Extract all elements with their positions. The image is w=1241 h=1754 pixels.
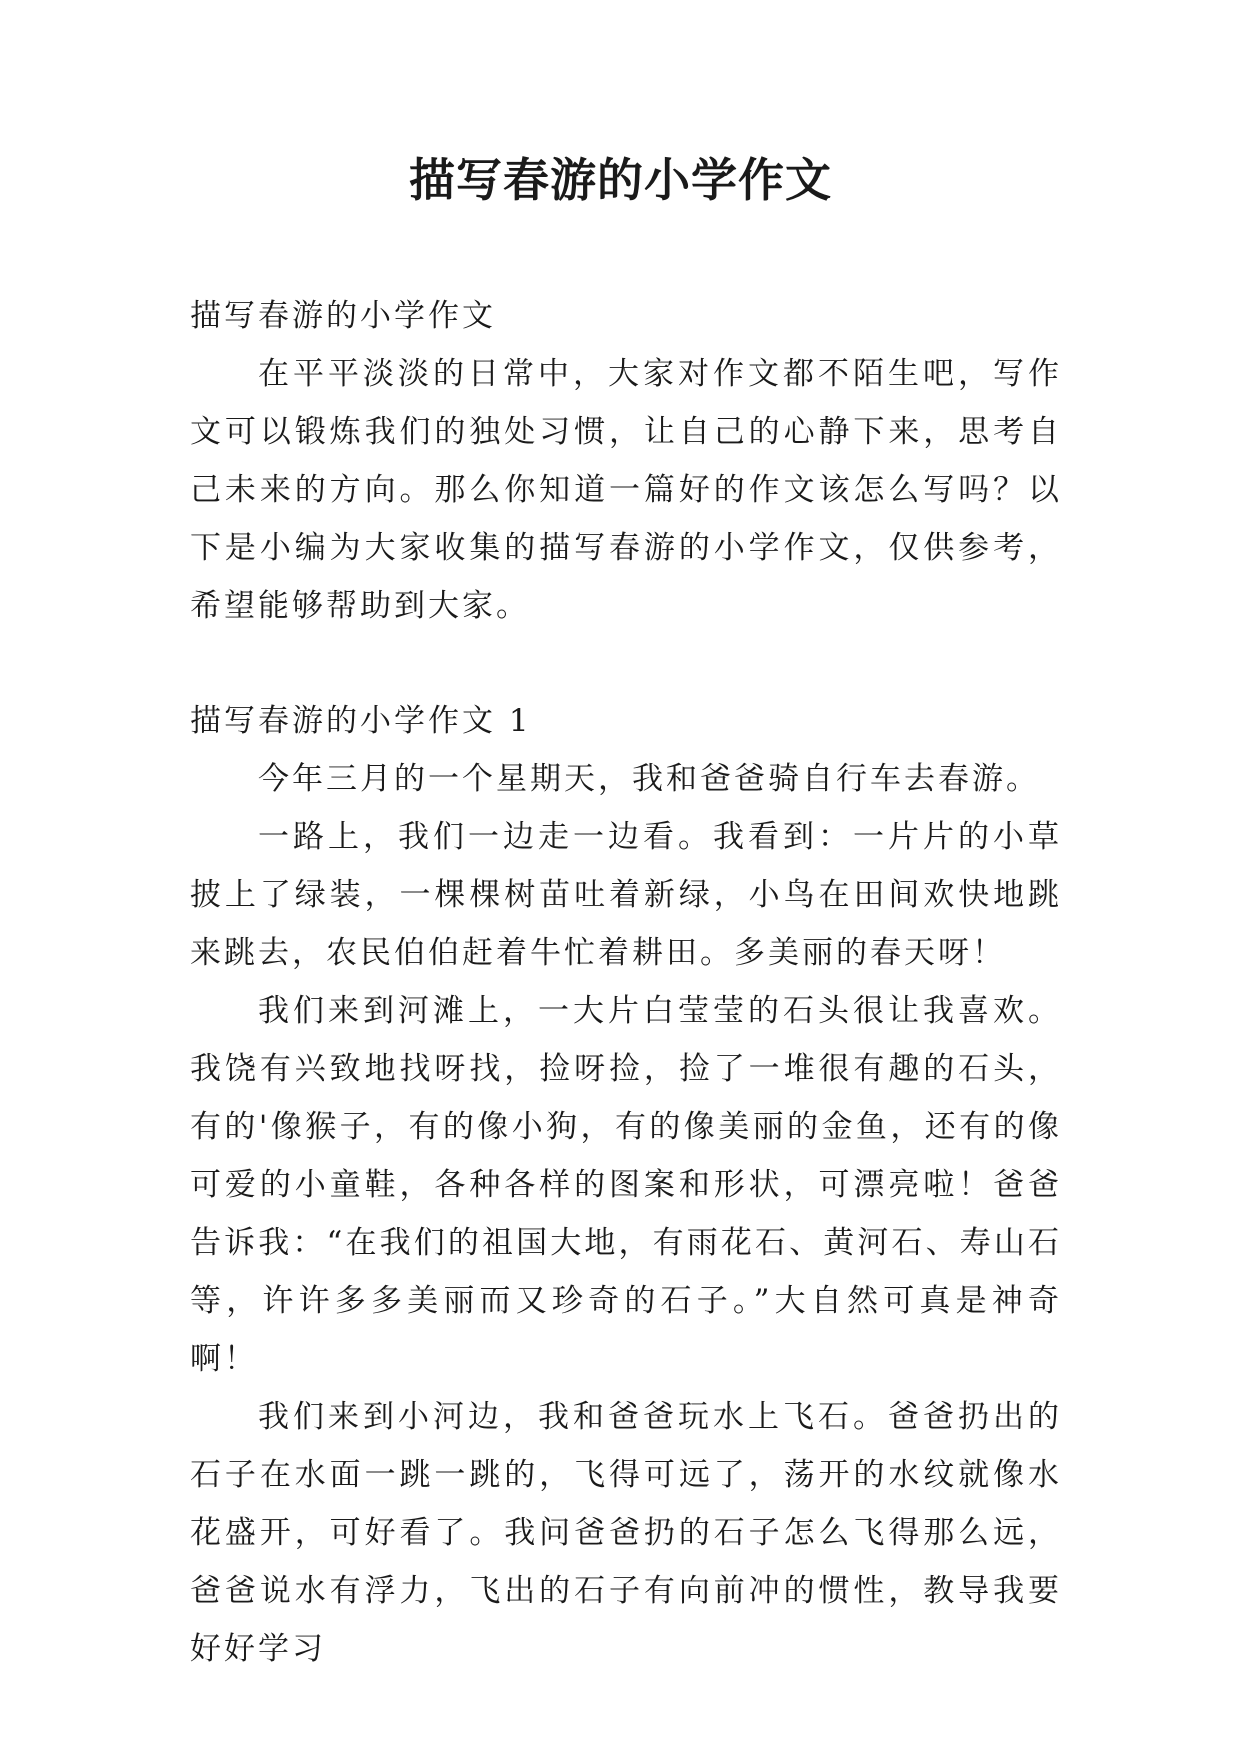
essay-heading: 描写春游的小学作文 1: [190, 703, 532, 739]
essay-paragraph-1: 今年三月的一个星期天，我和爸爸骑自行车去春游。: [258, 761, 1040, 797]
document-body: [190, 287, 1062, 1678]
document-title: 描写春游的小学作文: [409, 153, 832, 207]
essay-paragraph-4: 我们来到小河边，我和爸爸玩水上飞石。爸爸扔出的石子在水面一跳一跳的，飞得可远了，荡开的水纹就像水花盛开，可好看了。我问爸爸扔的石子怎么飞得那么远，爸爸说水有浮力，飞出的石子有向前冲的惯性，教导我要好好学习: [190, 1399, 1062, 1667]
section-spacer: [190, 635, 1062, 692]
essay-paragraph-2: 一路上，我们一边走一边看。我看到：一片片的小草披上了绿装，一棵棵树苗吐着新绿，小鸟在田间欢快地跳来跳去，农民伯伯赶着牛忙着耕田。多美丽的春天呀！: [190, 819, 1062, 971]
intro-heading: 描写春游的小学作文: [190, 298, 496, 334]
essay-paragraph-3: 我们来到河滩上，一大片白莹莹的石头很让我喜欢。我饶有兴致地找呀找，捡呀捡，捡了一堆很有趣的石头，有的'像猴子，有的像小狗，有的像美丽的金鱼，还有的像可爱的小童鞋，各种各样的图案和形状，可漂亮啦！爸爸告诉我：“在我们的祖国大地，有雨花石、黄河石、寿山石等，许许多多美丽而又珍奇的石子。”大自然可真是神奇啊！: [190, 993, 1062, 1377]
intro-paragraph: 在平平淡淡的日常中，大家对作文都不陌生吧，写作文可以锻炼我们的独处习惯，让自己的心静下来，思考自己未来的方向。那么你知道一篇好的作文该怎么写吗？以下是小编为大家收集的描写春游的小学作文，仅供参考，希望能够帮助到大家。: [190, 356, 1062, 624]
